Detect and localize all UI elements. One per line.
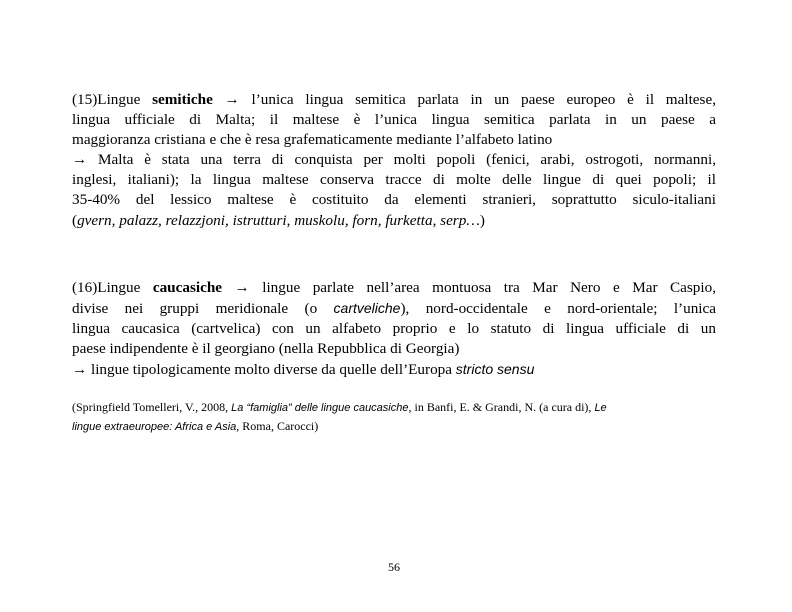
paragraph-15 [72, 90, 716, 231]
italic-title: lingue extraeuropee: Africa e Asia [72, 421, 237, 433]
paragraph-15-line-7 [72, 211, 716, 231]
italic-title: La “famiglia” delle lingue caucasiche [231, 402, 409, 414]
text: divise nei gruppi meridionale (o [72, 300, 334, 318]
text: → l’unica lingua semitica parlata in un paese europeo è il maltese, [212, 91, 716, 108]
text: → lingue tipologicamente molto diverse da quelle dell’Europa [72, 361, 456, 379]
paragraph-15-line-2: lingua ufficiale di Malta; il maltese è l’unica lingua semitica parlata in un paese a [72, 111, 716, 129]
paragraph-15-line-3: maggioranza cristiana e che è resa grafematicamente mediante l’alfabeto latino [72, 131, 553, 149]
text: ), nord-occidentale e nord-orientale; l’unica [400, 300, 717, 318]
text: (Springfield Tomelleri, V., 2008, [72, 400, 232, 414]
text: ( [72, 211, 78, 229]
text: ) [479, 211, 485, 229]
text: (15)Lingue [72, 91, 153, 108]
text: , Roma, Carocci) [236, 419, 319, 433]
page-number: 56 [388, 560, 400, 574]
paragraph-16-line-4: paese indipendente è il georgiano (nella Repubblica di Georgia) [72, 340, 460, 358]
italic-term: stricto sensu [455, 361, 535, 378]
paragraph-16-line-5 [72, 359, 716, 380]
paragraph-15-line-6: 35-40% del lessico maltese è costituito da elementi stranieri, soprattutto siculo-italiani [72, 191, 716, 209]
italic-term: cartveliche [333, 300, 401, 317]
bold-term: caucasiche [152, 279, 223, 296]
bibliographic-reference [72, 398, 720, 436]
text: , in Banfi, E. & Grandi, N. (a cura di), [408, 400, 595, 414]
paragraph-15-line-4: → Malta è stata una terra di conquista per molti popoli (fenici, arabi, ostrogoti, normanni, [72, 151, 716, 169]
paragraph-16 [72, 278, 716, 380]
paragraph-15-line-5: inglesi, italiani); la lingua maltese conserva tracce di molte delle lingue di quei popoli; il [72, 171, 716, 189]
paragraph-16-line-2 [72, 298, 716, 319]
paragraph-15-line-1 [72, 90, 716, 110]
text: → lingue parlate nell’area montuosa tra Mar Nero e Mar Caspio, [222, 279, 717, 296]
text: (16)Lingue [72, 279, 153, 296]
paragraph-16-line-1 [72, 278, 716, 298]
italic-title: Le [594, 402, 607, 414]
bold-term: semitiche [152, 91, 213, 108]
italic-examples: gvern, palazz, relazzjoni, istrutturi, muskolu, forn, furketta, serp… [77, 211, 480, 229]
paragraph-16-line-3: lingua caucasica (cartvelica) con un alfabeto proprio e lo statuto di lingua ufficiale di un [72, 320, 716, 338]
